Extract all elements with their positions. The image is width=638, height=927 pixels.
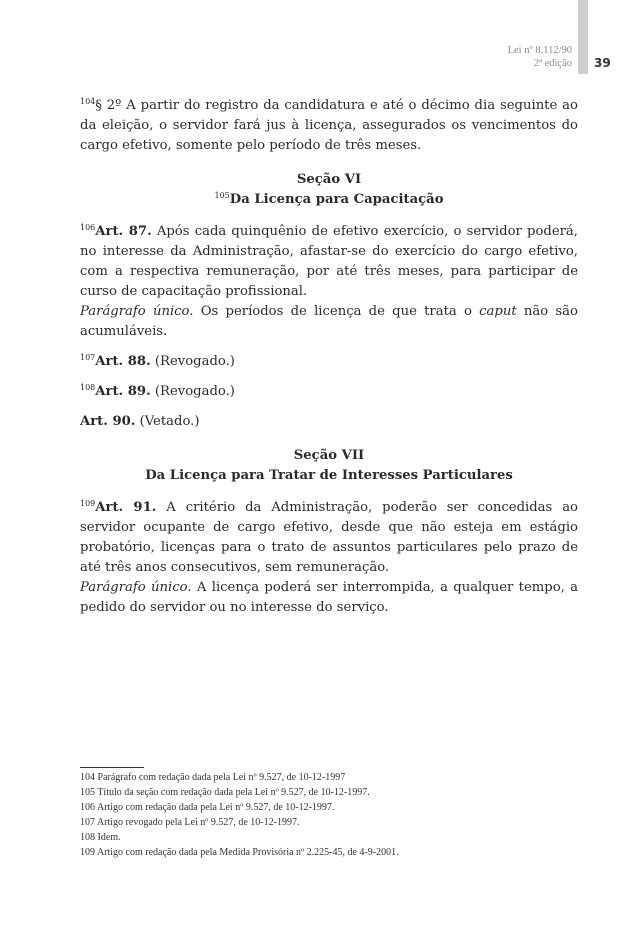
article-text: (Revogado.) (150, 354, 235, 369)
article-text: (Revogado.) (150, 384, 235, 399)
article-text: Após cada quinquênio de efetivo exercício, o servidor poderá, no interesse da Administração, afastar-se do exercício do cargo efetivo, com a respectiva remuneração, por até três meses, para participar de curso de capacitação profissional. (80, 224, 578, 299)
paragraph-text: A partir do registro da candidatura e até o décimo dia seguinte ao da eleição, o servidor fará jus à licença, assegurados os vencimentos do cargo efetivo, somente pelo período de três meses. (80, 98, 578, 153)
article-91-sole-paragraph (80, 578, 578, 618)
article-label: Art. 87. (95, 224, 152, 239)
footnote-104: 104 Parágrafo com redação dada pela Lei nº 9.527, de 10-12-1997 (80, 772, 346, 783)
header-side-bar (578, 0, 588, 74)
footnotes (80, 770, 580, 860)
article-label: Art. 88. (95, 354, 151, 369)
article-label: Art. 89. (95, 384, 151, 399)
footnote-separator (80, 767, 144, 768)
header-law: Lei nº 8.112/90 (507, 45, 572, 56)
section-vi-heading (80, 170, 578, 210)
footnote-ref: 109 (80, 499, 96, 508)
article-label: Art. 91. (95, 500, 157, 515)
sole-paragraph-label: Parágrafo único. (80, 304, 194, 319)
article-90 (80, 412, 578, 432)
footnote-ref: 107 (80, 353, 96, 362)
footnote-108: 108 Idem. (80, 832, 121, 843)
footnote-106: 106 Artigo com redação dada pela Lei nº 9.527, de 10-12-1997. (80, 802, 335, 813)
article-87 (80, 222, 578, 302)
paragraph-2 (80, 96, 578, 156)
article-label: Art. 90. (80, 414, 136, 429)
article-text: (Vetado.) (135, 414, 200, 429)
page-number: 39 (594, 56, 611, 70)
section-title: Seção VI (296, 172, 362, 187)
article-87-sole-paragraph (80, 302, 578, 342)
article-91 (80, 498, 578, 578)
footnote-105: 105 Título da seção com redação dada pela Lei nº 9.527, de 10-12-1997. (80, 787, 370, 798)
document-body (80, 96, 578, 628)
section-subtitle: Da Licença para Capacitação (229, 192, 444, 207)
article-text: A critério da Administração, poderão ser concedidas ao servidor ocupante de cargo efetivo, desde que não esteja em estágio probatório, licenças para o trato de assuntos particulares pelo prazo de até três anos consecutivos, sem remuneração. (80, 500, 579, 575)
article-88 (80, 352, 578, 372)
footnote-ref: 108 (80, 383, 96, 392)
footnote-109: 109 Artigo com redação dada pela Medida Provisória nº 2.225-45, de 4-9-2001. (80, 847, 399, 858)
footnote-ref: 105 (214, 191, 230, 200)
sole-paragraph-text: A licença poderá ser interrompida, a qualquer tempo, a pedido do servidor ou no interesse do serviço. (80, 580, 579, 615)
section-title: Seção VII (293, 448, 365, 463)
caput-term: caput (479, 304, 517, 319)
sole-paragraph-label: Parágrafo único. (80, 580, 192, 595)
sole-paragraph-text-end: não são acumuláveis. (80, 304, 578, 339)
article-89 (80, 382, 578, 402)
footnote-ref: 106 (80, 223, 96, 232)
running-header (508, 44, 572, 70)
paragraph-symbol: § 2º (95, 98, 122, 113)
header-edition: 2ª edição (533, 58, 572, 69)
section-subtitle: Da Licença para Tratar de Interesses Particulares (145, 468, 513, 483)
footnote-ref: 104 (80, 97, 96, 106)
footnote-107: 107 Artigo revogado pela Lei nº 9.527, de 10-12-1997. (80, 817, 300, 828)
sole-paragraph-text: Os períodos de licença de que trata o (193, 304, 480, 319)
section-vii-heading (80, 446, 578, 486)
